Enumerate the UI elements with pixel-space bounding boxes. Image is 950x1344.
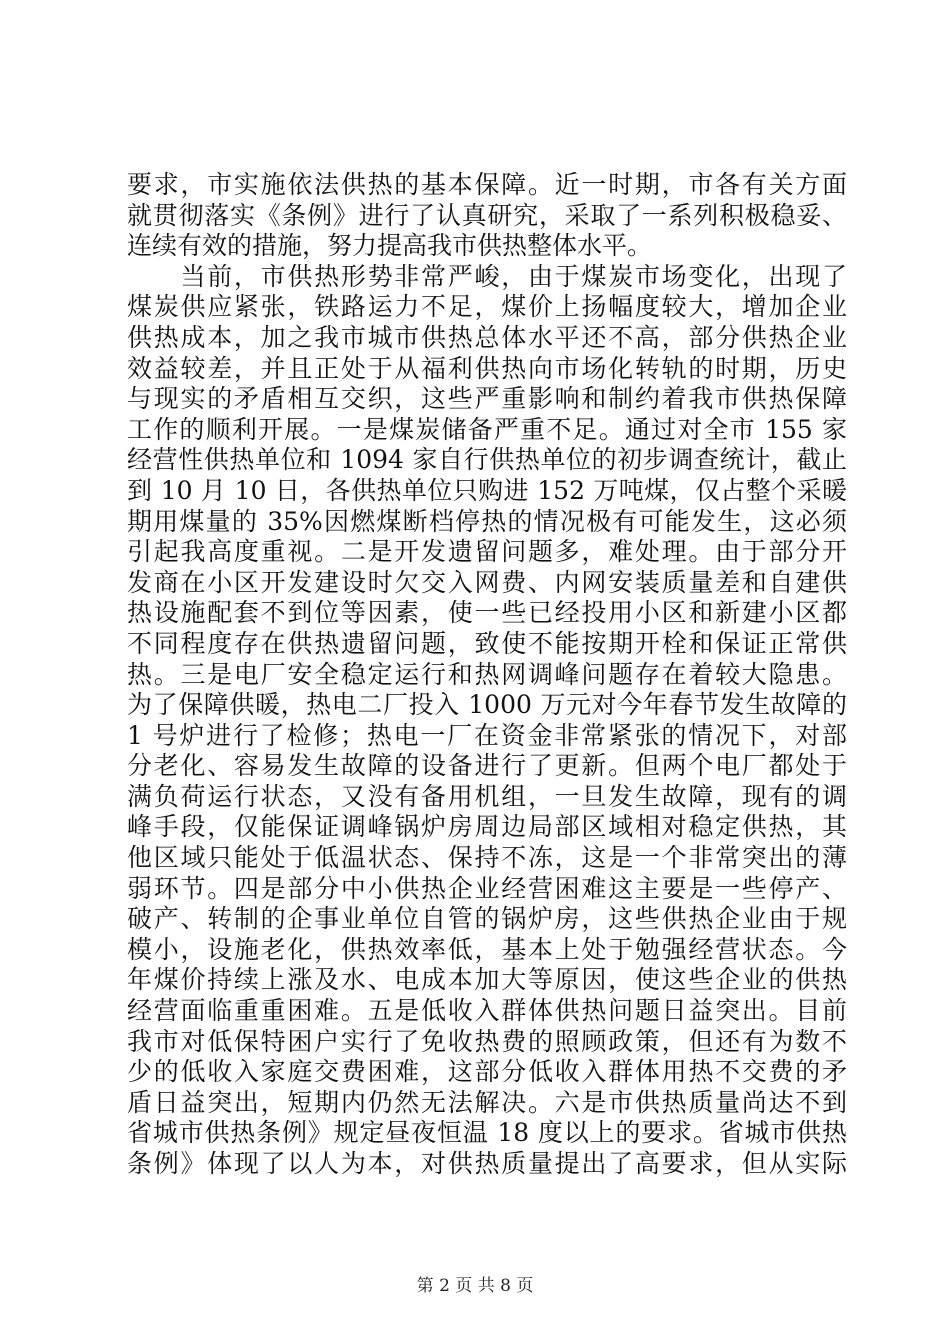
text-line: 工作的顺利开展。一是煤炭储备严重不足。通过对全市 155 家 <box>127 414 847 444</box>
text-line: 引起我高度重视。二是开发遗留问题多，难处理。由于部分开 <box>127 537 847 567</box>
text-line: 我市对低保特困户实行了免收热费的照顾政策，但还有为数不 <box>127 1026 847 1056</box>
document-body <box>127 170 847 1180</box>
text-line: 热。三是电厂安全稳定运行和热网调峰问题存在着较大隐患。 <box>127 659 847 689</box>
text-line: 要求，市实施依法供热的基本保障。近一时期，市各有关方面 <box>127 170 847 199</box>
text-line: 到 10 月 10 日，各供热单位只购进 152 万吨煤，仅占整个采暖 <box>127 475 847 505</box>
text-line: 他区域只能处于低温状态、保持不冻，这是一个非常突出的薄 <box>127 843 847 873</box>
text-line: 弱环节。四是部分中小供热企业经营困难这主要是一些停产、 <box>127 873 847 903</box>
text-line: 省城市供热条例》规定昼夜恒温 18 度以上的要求。省城市供热 <box>127 1118 847 1148</box>
text-line: 经营面临重重困难。五是低收入群体供热问题日益突出。目前 <box>127 996 847 1026</box>
text-line: 峰手段，仅能保证调峰锅炉房周边局部区域相对稳定供热，其 <box>127 812 847 842</box>
text-line: 发商在小区开发建设时欠交入网费、内网安装质量差和自建供 <box>127 567 847 597</box>
text-line: 不同程度存在供热遗留问题，致使不能按期开栓和保证正常供 <box>127 628 847 658</box>
text-line: 就贯彻落实《条例》进行了认真研究，采取了一系列积极稳妥、 <box>127 200 847 230</box>
text-line: 经营性供热单位和 1094 家自行供热单位的初步调查统计，截止 <box>127 445 847 475</box>
text-line: 连续有效的措施，努力提高我市供热整体水平。 <box>127 231 653 261</box>
text-line: 年煤价持续上涨及水、电成本加大等原因，使这些企业的供热 <box>127 965 847 995</box>
text-line: 期用煤量的 35%因燃煤断档停热的情况极有可能发生，这必须 <box>127 506 847 536</box>
page-number-footer: 第 2 页 共 8 页 <box>416 1276 534 1296</box>
text-line: 1 号炉进行了检修；热电一厂在资金非常紧张的情况下，对部 <box>127 720 847 750</box>
text-line: 煤炭供应紧张，铁路运力不足，煤价上扬幅度较大，增加企业 <box>127 292 847 322</box>
text-line: 模小，设施老化，供热效率低，基本上处于勉强经营状态。今 <box>127 934 847 964</box>
text-line: 热设施配套不到位等因素，使一些已经投用小区和新建小区都 <box>127 598 847 628</box>
text-line: 分老化、容易发生故障的设备进行了更新。但两个电厂都处于 <box>127 751 847 781</box>
text-line: 破产、转制的企事业单位自管的锅炉房，这些供热企业由于规 <box>127 904 847 934</box>
text-line: 盾日益突出，短期内仍然无法解决。六是市供热质量尚达不到 <box>127 1087 847 1117</box>
text-line: 当前，市供热形势非常严峻，由于煤炭市场变化，出现了 <box>127 261 847 291</box>
text-line: 少的低收入家庭交费困难，这部分低收入群体用热不交费的矛 <box>127 1057 847 1087</box>
text-line: 条例》体现了以人为本，对供热质量提出了高要求，但从实际 <box>127 1149 847 1178</box>
text-line: 为了保障供暖，热电二厂投入 1000 万元对今年春节发生故障的 <box>127 690 847 720</box>
text-line: 供热成本，加之我市城市供热总体水平还不高，部分供热企业 <box>127 322 847 352</box>
text-line: 与现实的矛盾相互交织，这些严重影响和制约着我市供热保障 <box>127 384 847 414</box>
text-line: 效益较差，并且正处于从福利供热向市场化转轨的时期，历史 <box>127 353 847 383</box>
text-line: 满负荷运行状态，又没有备用机组，一旦发生故障，现有的调 <box>127 781 847 811</box>
